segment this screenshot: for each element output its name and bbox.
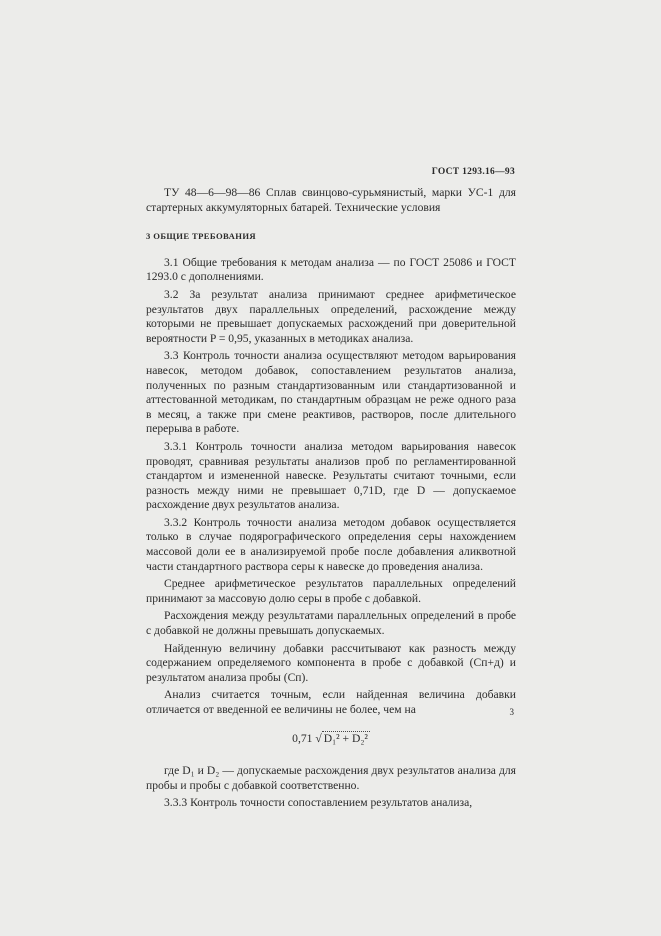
paragraph-accuracy-criterion: Анализ считается точным, если найденная величина добавки отличается от введенной ее величины не более, чем на [146,688,516,716]
paragraph-3-3: 3.3 Контроль точности анализа осуществляют методом варьирования навесок, методом добавок, сопоставлением результатов анализа, полученных по разным стандартизованным или стандартизованной и аттестованной методикам, по стандартным образцам не реже одного раза в месяц, а также при смене реактивов, растворов, после длительного перерыва в работе. [146,349,516,436]
paragraph-mean: Среднее арифметическое результатов параллельных определений принимают за массовую долю серы в пробе с добавкой. [146,577,516,605]
standard-header: ГОСТ 1293.16—93 [431,167,515,177]
reference-paragraph: ТУ 48—6—98—86 Сплав свинцово-сурьмянистый, марки УС-1 для стартерных аккумуляторных батарей. Технические условия [146,186,516,214]
paragraph-3-3-1: 3.3.1 Контроль точности анализа методом варьирования навесок проводят, сравнивая результаты анализов проб по регламентированной стандартом и измененной навеске. Результаты считают точными, если разность между ними не превышает 0,71D, где D — допускаемое расхождение двух результатов анализа. [146,439,516,512]
body-text [146,186,516,814]
page-number: 3 [509,707,514,717]
paragraph-discrepancy: Расхождения между результатами параллельных определений в пробе с добавкой не должны превышать допускаемых. [146,609,516,638]
paragraph-3-3-2: 3.3.2 Контроль точности анализа методом добавок осуществляется только в случае подярографического определения серы нахождением массовой доли ее в анализируемой пробе после добавления аликвотной части стандартного раствора серы к навеске до проведения анализа. [146,515,516,573]
paragraph-addition-value: Найденную величину добавки рассчитывают как разность между содержанием определяемого компонента в пробе с добавкой (Cп+д) и результатом анализа пробы (Cп). [146,641,516,684]
paragraph-3-3-3: 3.3.3 Контроль точности сопоставлением результатов анализа, [164,796,473,810]
sqrt-sign: √ [315,731,322,745]
accuracy-formula [146,732,516,747]
paragraph-where: где D₁ и D₂ — допускаемые расхождения двух результатов анализа для пробы и пробы с добавкой соответственно. [146,764,516,792]
paragraph-3-2: 3.2 За результат анализа принимают среднее арифметическое результатов двух параллельных определений, расхождение между которыми не превышает допускаемых расхождений при доверительной вероятности P = 0,95, указанных в методиках анализа. [146,287,516,345]
formula-coefficient: 0,71 [292,731,313,745]
paragraph-3-1: 3.1 Общие требования к методам анализа — по ГОСТ 25086 и ГОСТ 1293.0 с дополнениями. [146,255,516,284]
formula-radicand: D₁² + D₂² [323,731,368,745]
section-title: 3 ОБЩИЕ ТРЕБОВАНИЯ [146,231,257,242]
